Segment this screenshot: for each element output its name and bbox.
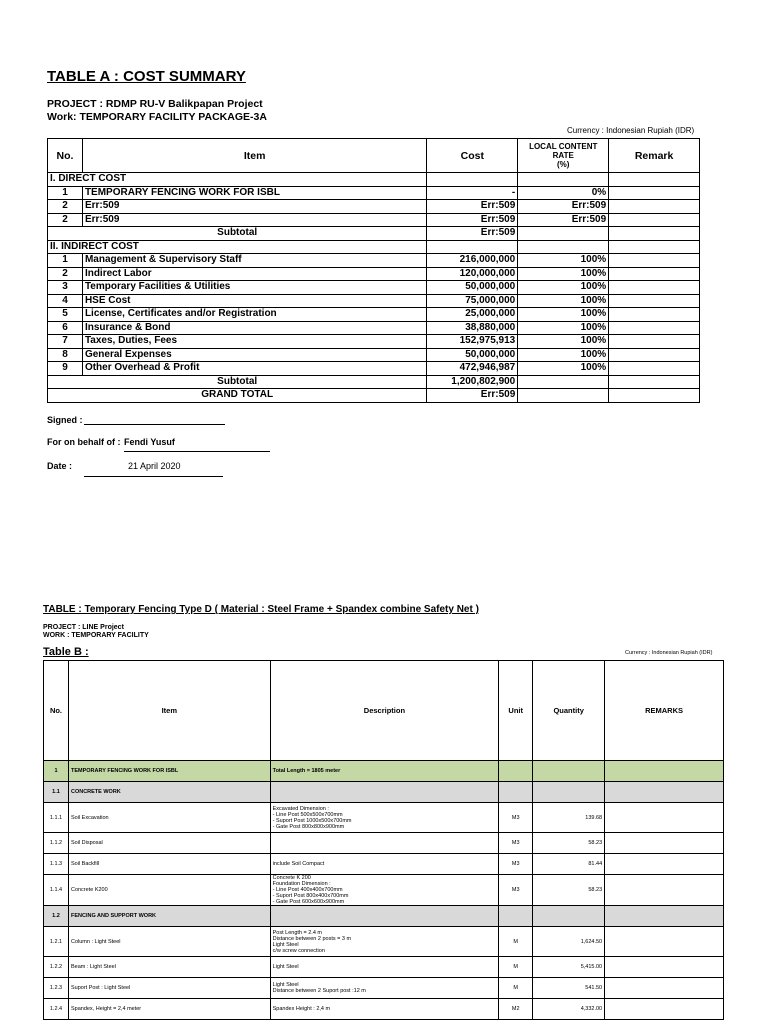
lcr-line-2: RATE (552, 151, 574, 160)
table-b-header-row (44, 661, 724, 761)
lcr-line-3: (%) (556, 160, 570, 169)
row-no: 2 (48, 200, 83, 214)
b-row-quantity: 4,332.00 (533, 999, 605, 1020)
b-row-no: 1.2.2 (44, 957, 69, 978)
b-row-quantity: 58.23 (533, 875, 605, 906)
row-remark (609, 281, 700, 295)
cost-summary-table (47, 138, 700, 403)
b-row-unit: M (499, 978, 533, 999)
indirect-subtotal-row-label: Subtotal (48, 375, 427, 389)
b-row-unit: M3 (499, 875, 533, 906)
row-item: Management & Supervisory Staff (82, 254, 426, 268)
category-row (44, 782, 724, 803)
header-local-content-rate (518, 139, 609, 173)
row-item: Temporary Facilities & Utilities (82, 281, 426, 295)
row-item: TEMPORARY FENCING WORK FOR ISBL (82, 186, 426, 200)
row-cost: 152,975,913 (427, 335, 518, 349)
signed-label: Signed : (47, 415, 83, 425)
behalf-label: For on behalf of : (47, 437, 121, 447)
table-b-label: Table B : (43, 646, 89, 658)
table-b-title: TABLE : Temporary Fencing Type D ( Material : Steel Frame + Spandex combine Safety Net ) (43, 604, 479, 615)
indirect-cost-section-empty (609, 240, 700, 254)
cost-row (48, 267, 700, 281)
b-row-description: Spandex Height : 2,4 m (270, 999, 499, 1020)
b-row-description: Light Steel Distance between 2 Suport post :12 m (270, 978, 499, 999)
b-row-item: Concrete K200 (68, 875, 270, 906)
row-remark (609, 294, 700, 308)
direct-cost-section-empty (609, 173, 700, 187)
table-b-work: WORK : TEMPORARY FACILITY (43, 632, 149, 639)
direct-subtotal-row-label: Subtotal (48, 227, 427, 241)
cost-row (48, 254, 700, 268)
row-remark (609, 186, 700, 200)
detail-row (44, 875, 724, 906)
category-row (44, 906, 724, 927)
row-rate: 100% (518, 321, 609, 335)
b-row-no: 1.2.3 (44, 978, 69, 999)
b-row-quantity: 58.23 (533, 833, 605, 854)
row-cost: 75,000,000 (427, 294, 518, 308)
row-remark (609, 308, 700, 322)
row-no: 8 (48, 348, 83, 362)
b-row-description (270, 833, 499, 854)
row-rate: Err:509 (518, 200, 609, 214)
date-line (84, 476, 223, 477)
lcr-line-1: LOCAL CONTENT (529, 142, 598, 151)
b-row-remarks (605, 978, 724, 999)
row-no: 4 (48, 294, 83, 308)
row-cost: 38,880,000 (427, 321, 518, 335)
b-row-quantity: 139.68 (533, 803, 605, 833)
grand-total-row-empty (518, 389, 609, 403)
cost-row (48, 348, 700, 362)
row-cost: 472,946,987 (427, 362, 518, 376)
row-cost: 50,000,000 (427, 281, 518, 295)
row-remark (609, 267, 700, 281)
row-item: Insurance & Bond (82, 321, 426, 335)
direct-subtotal-row-empty (609, 227, 700, 241)
row-cost: 216,000,000 (427, 254, 518, 268)
date-label: Date : (47, 461, 73, 471)
b-row-unit (499, 782, 533, 803)
cost-row (48, 294, 700, 308)
row-no: 1 (48, 186, 83, 200)
indirect-subtotal-row (48, 375, 700, 389)
b-row-description: include Soil Compact (270, 854, 499, 875)
b-row-remarks (605, 927, 724, 957)
row-no: 7 (48, 335, 83, 349)
b-row-item: FENCING AND SUPPORT WORK (68, 906, 270, 927)
b-row-quantity: 541.50 (533, 978, 605, 999)
b-row-quantity (533, 906, 605, 927)
row-rate: 100% (518, 281, 609, 295)
row-rate: 100% (518, 308, 609, 322)
b-row-remarks (605, 854, 724, 875)
b-row-item: Soil Backfill (68, 854, 270, 875)
table-a-header-row (48, 139, 700, 173)
b-row-quantity: 5,415.00 (533, 957, 605, 978)
row-item: Err:509 (82, 200, 426, 214)
b-row-item: CONCRETE WORK (68, 782, 270, 803)
row-rate: Err:509 (518, 213, 609, 227)
b-row-no: 1.1.4 (44, 875, 69, 906)
row-no: 1 (48, 254, 83, 268)
cost-row (48, 281, 700, 295)
b-row-remarks (605, 875, 724, 906)
b-header-quantity: Quantity (533, 661, 605, 761)
cost-row (48, 213, 700, 227)
indirect-subtotal-row-empty (518, 375, 609, 389)
row-remark (609, 335, 700, 349)
direct-cost-section-label: I. DIRECT COST (48, 173, 427, 187)
b-row-description: Total Length = 1805 meter (270, 761, 499, 782)
row-cost: 120,000,000 (427, 267, 518, 281)
cost-row (48, 186, 700, 200)
b-row-no: 1.2 (44, 906, 69, 927)
row-remark (609, 254, 700, 268)
behalf-name: Fendi Yusuf (124, 437, 175, 447)
date-value: 21 April 2020 (128, 461, 181, 471)
row-remark (609, 362, 700, 376)
row-rate: 100% (518, 254, 609, 268)
detail-row (44, 999, 724, 1020)
b-row-item: Column : Light Steel (68, 927, 270, 957)
b-row-description: Excavated Dimension : - Line Post 500x500x700mm - Suport Post 1000x500x700mm - Gate Post 800x800x900mm (270, 803, 499, 833)
row-cost: Err:509 (427, 200, 518, 214)
row-no: 3 (48, 281, 83, 295)
indirect-cost-section-label: II. INDIRECT COST (48, 240, 427, 254)
row-item: Other Overhead & Profit (82, 362, 426, 376)
header-cost: Cost (427, 139, 518, 173)
b-row-unit: M (499, 927, 533, 957)
grand-total-row (48, 389, 700, 403)
table-a-body (48, 173, 700, 403)
b-row-no: 1.1.2 (44, 833, 69, 854)
row-item: HSE Cost (82, 294, 426, 308)
behalf-line (124, 451, 270, 452)
indirect-subtotal-row-empty (609, 375, 700, 389)
table-a-currency: Currency : Indonesian Rupiah (IDR) (567, 126, 695, 135)
row-cost: 25,000,000 (427, 308, 518, 322)
row-cost: 50,000,000 (427, 348, 518, 362)
b-row-unit: M2 (499, 999, 533, 1020)
b-row-description: Concrete K 200 Foundation Dimension : - Line Post 400x400x700mm - Suport Post 800x400x700mm - Gate Post 600x600x900mm (270, 875, 499, 906)
b-row-quantity: 1,624.50 (533, 927, 605, 957)
detail-row (44, 927, 724, 957)
b-row-item: Soil Disposal (68, 833, 270, 854)
indirect-cost-section-empty (518, 240, 609, 254)
b-row-no: 1.2.1 (44, 927, 69, 957)
row-remark (609, 348, 700, 362)
row-no: 2 (48, 213, 83, 227)
b-row-no: 1.1.3 (44, 854, 69, 875)
row-rate: 100% (518, 362, 609, 376)
row-remark (609, 200, 700, 214)
indirect-cost-section-empty (427, 240, 518, 254)
header-item: Item (82, 139, 426, 173)
direct-cost-section-empty (427, 173, 518, 187)
row-item: Err:509 (82, 213, 426, 227)
row-item: General Expenses (82, 348, 426, 362)
b-row-description: Light Steel (270, 957, 499, 978)
b-row-unit (499, 761, 533, 782)
b-row-remarks (605, 957, 724, 978)
row-rate: 100% (518, 348, 609, 362)
cost-row (48, 308, 700, 322)
b-row-unit (499, 906, 533, 927)
b-row-description (270, 906, 499, 927)
indirect-cost-section (48, 240, 700, 254)
b-row-no: 1.2.4 (44, 999, 69, 1020)
b-row-unit: M (499, 957, 533, 978)
header-remark: Remark (609, 139, 700, 173)
cost-row (48, 335, 700, 349)
signed-line (84, 424, 225, 425)
b-row-item: Suport Post : Light Steel (68, 978, 270, 999)
grand-total-row-value: Err:509 (427, 389, 518, 403)
row-rate: 100% (518, 267, 609, 281)
cost-row (48, 362, 700, 376)
b-row-item: Spandex, Height = 2,4 meter (68, 999, 270, 1020)
direct-subtotal-row-value: Err:509 (427, 227, 518, 241)
row-no: 9 (48, 362, 83, 376)
b-row-remarks (605, 761, 724, 782)
b-row-quantity: 81.44 (533, 854, 605, 875)
b-row-unit: M3 (499, 803, 533, 833)
cost-row (48, 321, 700, 335)
table-a-work: Work: TEMPORARY FACILITY PACKAGE-3A (47, 111, 267, 123)
detail-row (44, 978, 724, 999)
table-b-currency: Currency : Indonesian Rupiah (IDR) (625, 650, 713, 656)
b-row-item: TEMPORARY FENCING WORK FOR ISBL (68, 761, 270, 782)
detail-row (44, 833, 724, 854)
b-row-unit: M3 (499, 854, 533, 875)
b-header-item: Item (68, 661, 270, 761)
b-row-remarks (605, 833, 724, 854)
table-a-project: PROJECT : RDMP RU-V Balikpapan Project (47, 98, 263, 110)
b-row-unit: M3 (499, 833, 533, 854)
b-row-no: 1 (44, 761, 69, 782)
b-row-remarks (605, 999, 724, 1020)
b-row-no: 1.1.1 (44, 803, 69, 833)
b-row-no: 1.1 (44, 782, 69, 803)
direct-cost-section (48, 173, 700, 187)
detail-row (44, 803, 724, 833)
direct-subtotal-row-empty (518, 227, 609, 241)
row-cost: - (427, 186, 518, 200)
b-row-remarks (605, 803, 724, 833)
table-b-body (44, 761, 724, 1020)
cost-row (48, 200, 700, 214)
b-row-remarks (605, 782, 724, 803)
row-remark (609, 321, 700, 335)
row-rate: 100% (518, 335, 609, 349)
grand-total-row-label: GRAND TOTAL (48, 389, 427, 403)
row-no: 6 (48, 321, 83, 335)
b-row-item: Soil Excavation (68, 803, 270, 833)
b-row-remarks (605, 906, 724, 927)
b-row-description: Post Length = 2.4 m Distance between 2 posts = 3 m Light Steel c/w screw connection (270, 927, 499, 957)
table-a-title: TABLE A : COST SUMMARY (47, 68, 246, 85)
row-rate: 0% (518, 186, 609, 200)
grand-total-row-empty (609, 389, 700, 403)
b-row-quantity (533, 782, 605, 803)
table-b-project: PROJECT : LINE Project (43, 624, 124, 631)
header-no: No. (48, 139, 83, 173)
row-no: 2 (48, 267, 83, 281)
row-cost: Err:509 (427, 213, 518, 227)
row-remark (609, 213, 700, 227)
row-item: Indirect Labor (82, 267, 426, 281)
direct-cost-section-empty (518, 173, 609, 187)
detail-row (44, 957, 724, 978)
b-row-description (270, 782, 499, 803)
detail-row (44, 854, 724, 875)
direct-subtotal-row (48, 227, 700, 241)
work-group-row (44, 761, 724, 782)
b-header-unit: Unit (499, 661, 533, 761)
b-row-quantity (533, 761, 605, 782)
row-item: Taxes, Duties, Fees (82, 335, 426, 349)
b-header-description: Description (270, 661, 499, 761)
b-header-remarks: REMARKS (605, 661, 724, 761)
row-item: License, Certificates and/or Registration (82, 308, 426, 322)
b-row-item: Beam : Light Steel (68, 957, 270, 978)
row-rate: 100% (518, 294, 609, 308)
row-no: 5 (48, 308, 83, 322)
fencing-detail-table (43, 660, 724, 1020)
indirect-subtotal-row-value: 1,200,802,900 (427, 375, 518, 389)
b-header-no: No. (44, 661, 69, 761)
